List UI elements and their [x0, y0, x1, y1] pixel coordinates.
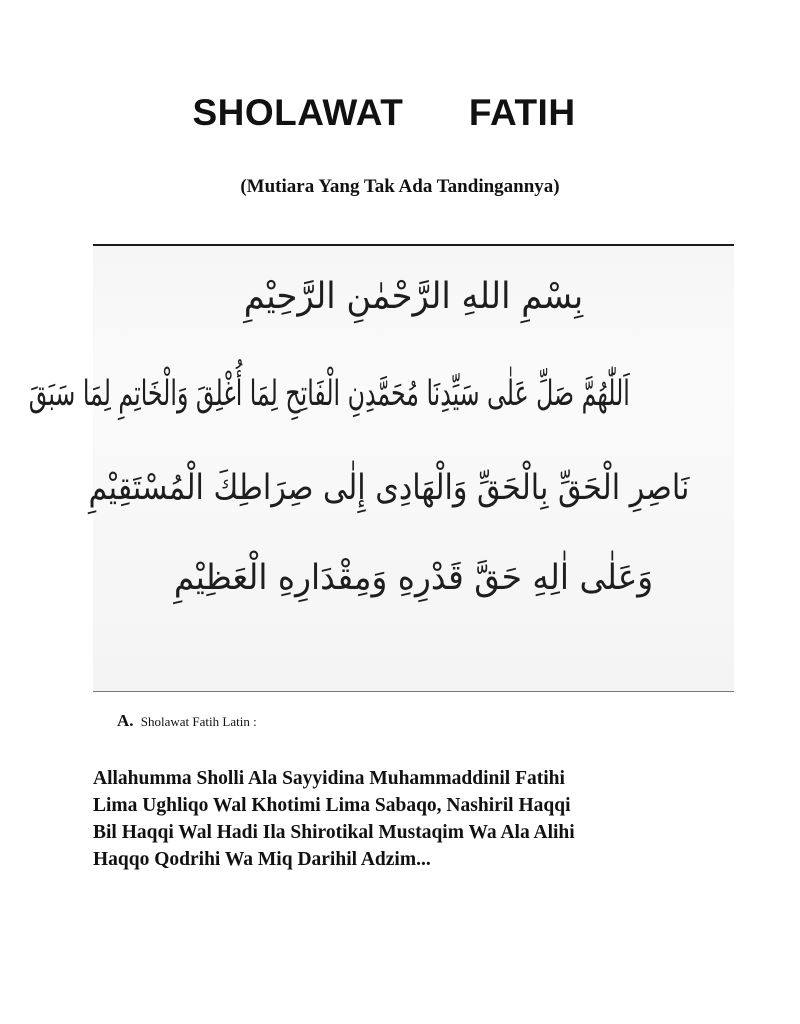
arabic-line-2: نَاصِرِ الْحَقِّ بِالْحَقِّ وَالْهَادِى إِلٰى صِرَاطِكَ الْمُسْتَقِيْمِ: [88, 468, 690, 508]
latin-line-3: Bil Haqqi Wal Hadi Ila Shirotikal Mustaqim Wa Ala Alihi: [93, 822, 575, 843]
latin-line-2: Lima Ughliqo Wal Khotimi Lima Sabaqo, Nashiril Haqqi: [93, 795, 571, 816]
section-heading: [117, 711, 257, 731]
arabic-text-image: [28, 244, 734, 692]
latin-line-1: Allahumma Sholli Ala Sayyidina Muhammaddinil Fatihi: [93, 768, 565, 789]
latin-line-4: Haqqo Qodrihi Wa Miq Darihil Adzim...: [93, 849, 431, 870]
page-subtitle: (Mutiara Yang Tak Ada Tandingannya): [240, 176, 560, 197]
latin-transliteration: [93, 765, 733, 873]
section-letter: A.: [117, 711, 134, 730]
section-heading-text: Sholawat Fatih Latin :: [140, 714, 257, 729]
page-title: SHOLAWAT FATIH: [192, 92, 576, 133]
arabic-line-3: وَعَلٰى اٰلِهِ حَقَّ قَدْرِهِ وَمِقْدَارِهِ الْعَظِيْمِ: [173, 558, 654, 598]
arabic-basmalah: بِسْمِ اللهِ الرَّحْمٰنِ الرَّحِيْمِ: [243, 276, 584, 317]
arabic-line-1: اَللّٰهُمَّ صَلِّ عَلٰى سَيِّدِنَا مُحَمَّدِنِ الْفَاتِحِ لِمَا أُغْلِقَ وَالْخَاتِمِ لِمَا سَبَقَ: [28, 374, 630, 414]
